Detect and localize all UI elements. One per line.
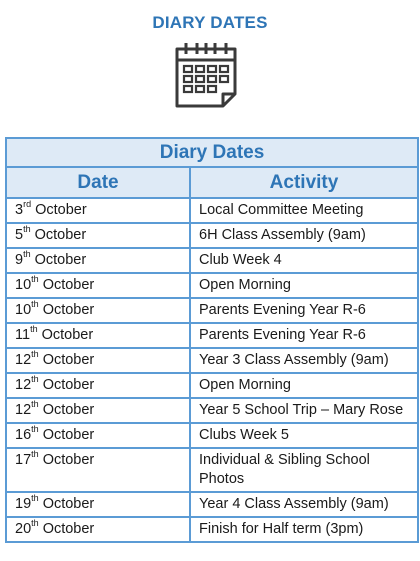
date-month: October	[42, 377, 95, 393]
table-row	[6, 517, 418, 542]
activity-cell: Year 5 School Trip – Mary Rose	[190, 398, 418, 423]
activity-cell: Finish for Half term (3pm)	[190, 517, 418, 542]
date-month: October	[41, 327, 94, 343]
date-cell	[6, 398, 190, 423]
activity-cell: Parents Evening Year R-6	[190, 298, 418, 323]
date-suffix: th	[31, 449, 39, 460]
date-month: October	[42, 352, 95, 368]
date-suffix: th	[31, 274, 39, 285]
date-cell	[6, 373, 190, 398]
date-cell	[6, 517, 190, 542]
table-row	[6, 198, 418, 223]
column-header-activity: Activity	[190, 167, 418, 198]
date-cell	[6, 198, 190, 223]
activity-cell: Individual & Sibling School Photos	[190, 448, 418, 492]
date-cell	[6, 248, 190, 273]
date-suffix: th	[31, 399, 39, 410]
activity-cell: Open Morning	[190, 273, 418, 298]
date-suffix: th	[31, 374, 39, 385]
date-cell	[6, 348, 190, 373]
date-cell	[6, 492, 190, 517]
date-suffix: th	[31, 493, 39, 504]
date-month: October	[42, 277, 95, 293]
table-row	[6, 298, 418, 323]
activity-cell: Club Week 4	[190, 248, 418, 273]
date-suffix: th	[31, 349, 39, 360]
activity-cell: Local Committee Meeting	[190, 198, 418, 223]
date-cell	[6, 448, 190, 492]
date-suffix: th	[31, 424, 39, 435]
date-suffix: th	[23, 224, 31, 235]
date-day: 17	[15, 452, 32, 468]
date-month: October	[34, 227, 87, 243]
date-suffix: th	[23, 249, 31, 260]
date-day: 12	[15, 402, 32, 418]
table-row	[6, 373, 418, 398]
date-day: 11	[15, 327, 31, 343]
date-suffix: th	[30, 324, 38, 335]
date-day: 9	[15, 252, 24, 268]
date-day: 19	[15, 496, 32, 512]
column-header-date: Date	[6, 167, 190, 198]
date-month: October	[42, 402, 95, 418]
date-month: October	[42, 427, 95, 443]
table-row	[6, 348, 418, 373]
table-title: Diary Dates	[6, 138, 418, 167]
date-cell	[6, 273, 190, 298]
date-day: 10	[15, 277, 32, 293]
date-month: October	[42, 496, 95, 512]
date-cell	[6, 423, 190, 448]
date-day: 3	[15, 202, 24, 218]
page-title: DIARY DATES	[152, 13, 268, 32]
table-row	[6, 398, 418, 423]
date-day: 5	[15, 227, 24, 243]
date-month: October	[42, 521, 95, 537]
activity-cell: Open Morning	[190, 373, 418, 398]
activity-cell: Year 4 Class Assembly (9am)	[190, 492, 418, 517]
date-cell	[6, 298, 190, 323]
activity-cell: Clubs Week 5	[190, 423, 418, 448]
date-day: 20	[15, 521, 32, 537]
table-row	[6, 223, 418, 248]
date-suffix: th	[31, 299, 39, 310]
date-cell	[6, 223, 190, 248]
date-month: October	[34, 252, 87, 268]
table-row	[6, 248, 418, 273]
date-day: 16	[15, 427, 32, 443]
table-row	[6, 273, 418, 298]
diary-table	[5, 137, 419, 543]
date-day: 10	[15, 302, 32, 318]
table-row	[6, 448, 418, 492]
table-row	[6, 492, 418, 517]
table-row	[6, 323, 418, 348]
date-month: October	[35, 202, 87, 218]
date-day: 12	[15, 377, 32, 393]
table-row	[6, 423, 418, 448]
date-day: 12	[15, 352, 32, 368]
date-suffix: rd	[23, 199, 32, 210]
activity-cell: Parents Evening Year R-6	[190, 323, 418, 348]
date-suffix: th	[31, 518, 39, 529]
date-month: October	[42, 452, 95, 468]
activity-cell: Year 3 Class Assembly (9am)	[190, 348, 418, 373]
calendar-icon	[171, 40, 241, 110]
date-month: October	[42, 302, 95, 318]
activity-cell: 6H Class Assembly (9am)	[190, 223, 418, 248]
date-cell	[6, 323, 190, 348]
